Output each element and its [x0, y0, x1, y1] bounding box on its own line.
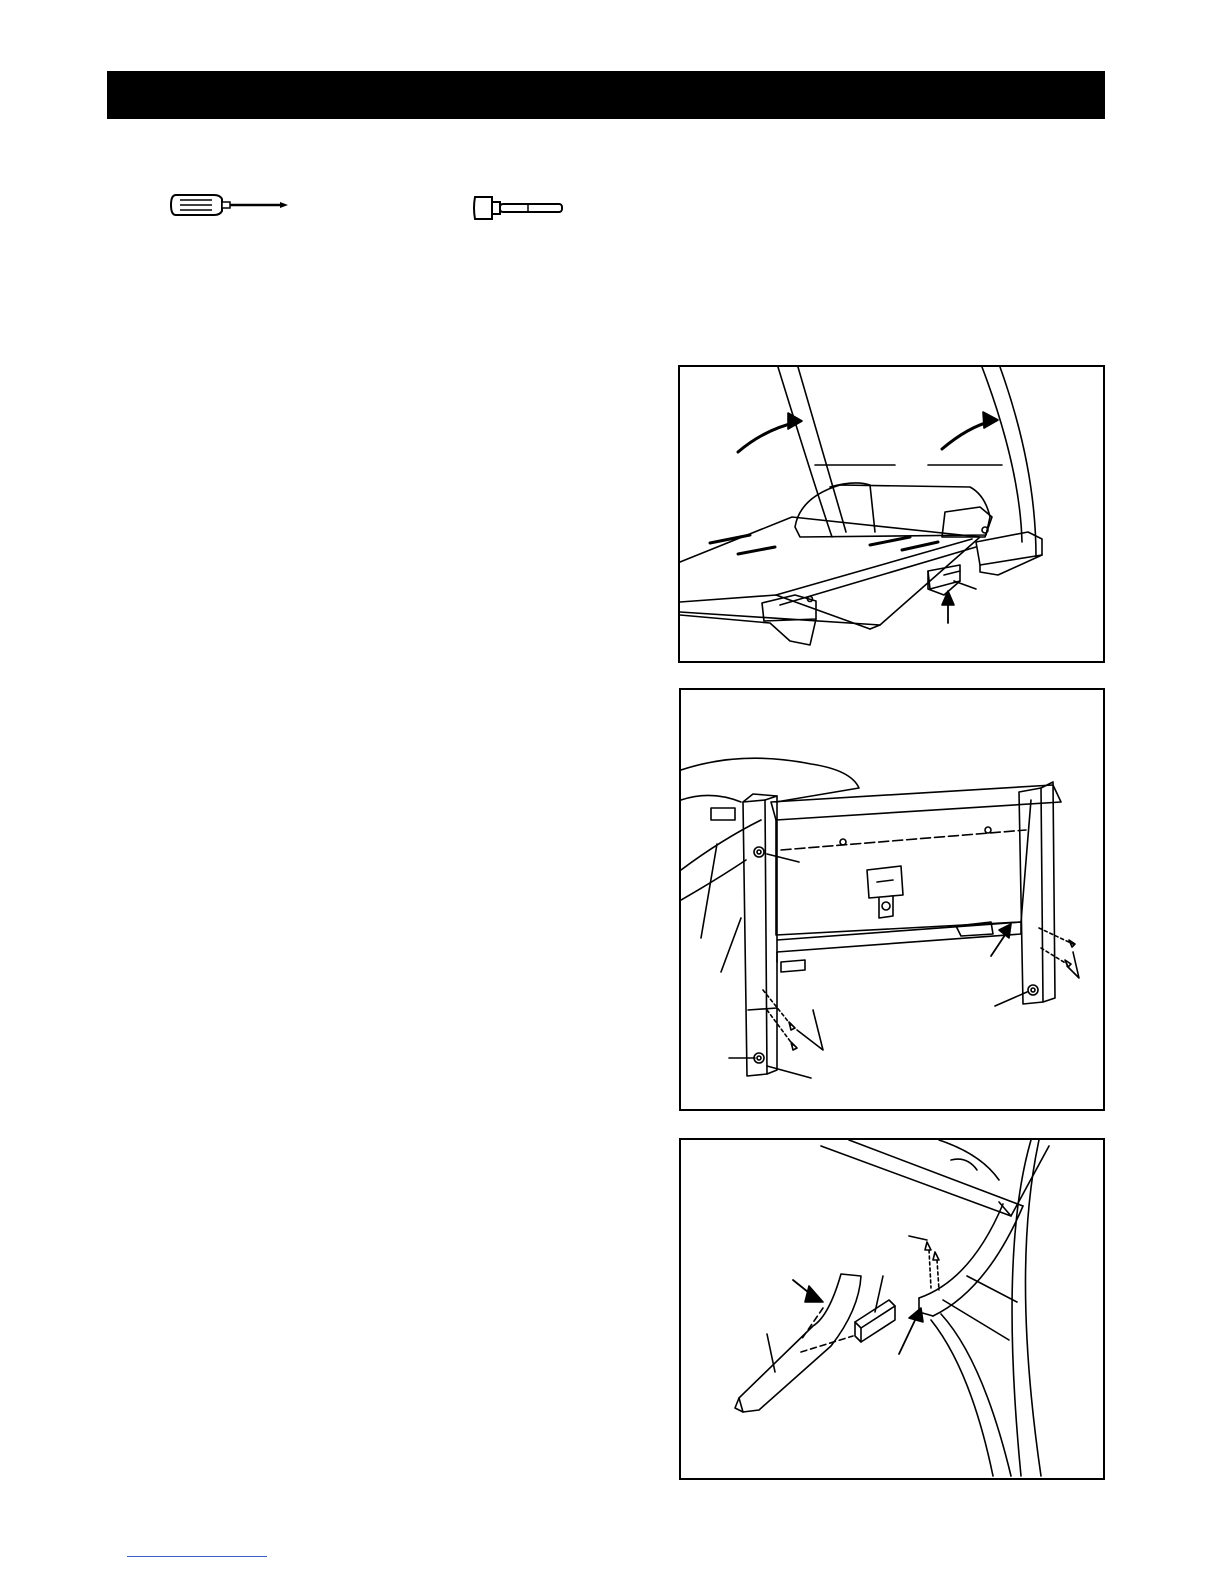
section-header-bar	[107, 71, 1105, 119]
figure-1-panel	[678, 365, 1105, 663]
footer-underline	[127, 1556, 267, 1557]
screwdriver-icon	[168, 190, 290, 220]
rubber-mallet-icon	[470, 192, 566, 224]
figure-2-panel	[679, 688, 1105, 1111]
figure-3-panel	[679, 1138, 1105, 1480]
